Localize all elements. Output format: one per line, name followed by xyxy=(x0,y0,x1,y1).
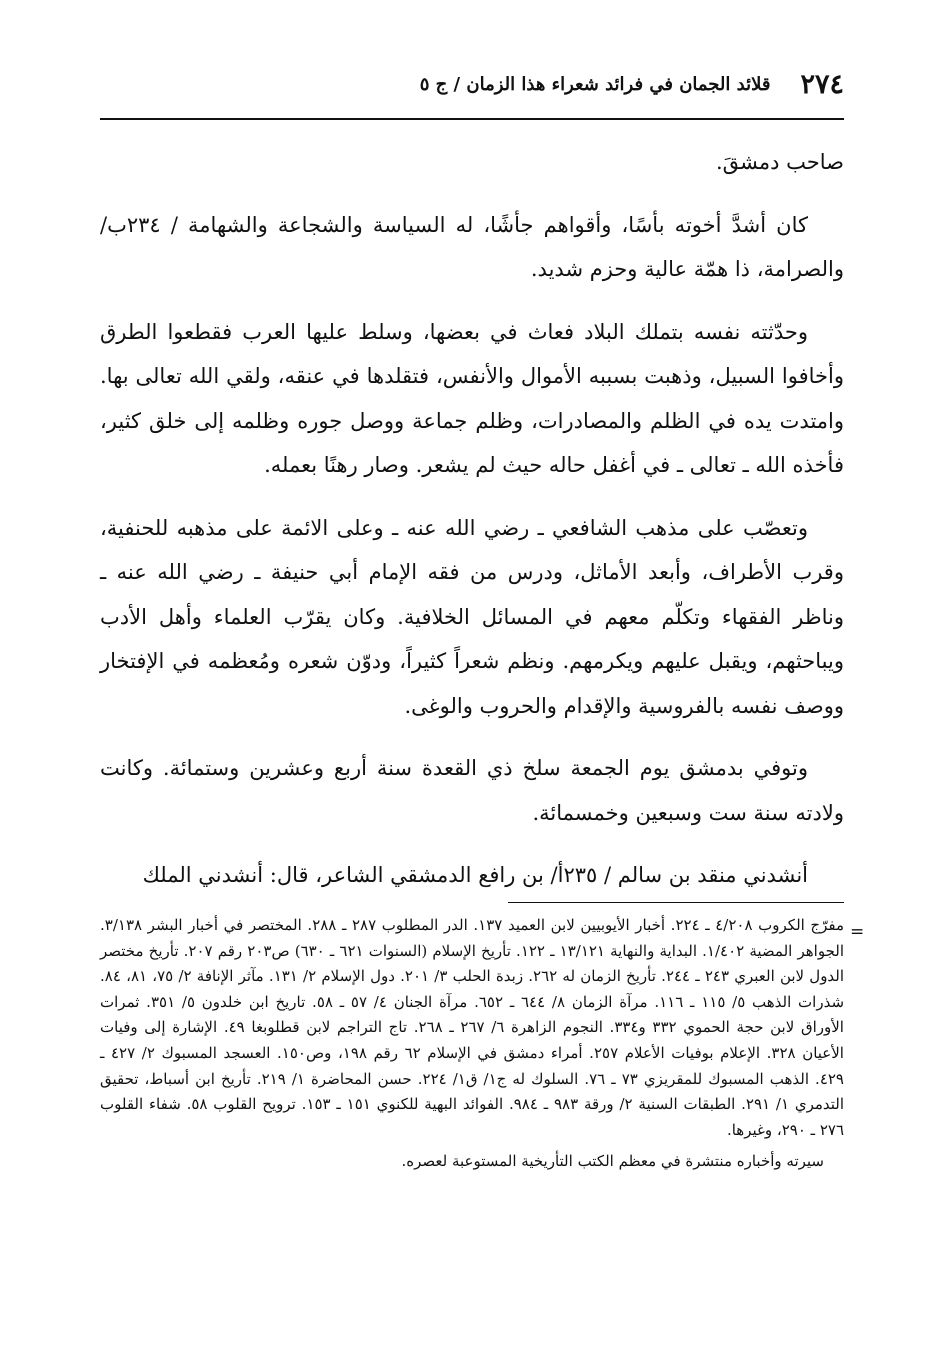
paragraph: وحدّثته نفسه بتملك البلاد فعاث في بعضها، وسلط عليها العرب فقطعوا الطرق وأخافوا السبيل، وذهبت بسببه الأموال والأنفس، فتقلدها في عنقه، ولقي الله تعالى بها. وامتدت يده في الظلم والمصادرات، وظلم جماعة ووصل جوره وظلمه إلى خلق كثير، فأخذه الله ـ تعالى ـ في أغفل حاله حيث لم يشعر. وصار رهنًا بعمله. xyxy=(100,319,844,477)
header-rule xyxy=(100,118,844,120)
page-header xyxy=(100,62,844,106)
page-number: ٢٧٤ xyxy=(800,68,844,100)
paragraph: وتعصّب على مذهب الشافعي ـ رضي الله عنه ـ وعلى الائمة على مذهبه للحنفية، وقرب الأطراف، وأبعد الأماثل، ودرس من فقه الإمام أبي حنيفة ـ رضي الله عنه ـ وناظر الفقهاء وتكلّم معهم في المسائل الخلافية. وكان يقرّب العلماء وأهل الأدب ويباحثهم، ويقبل عليهم ويكرمهم. ونظم شعراً كثيراً، ودوّن شعره ومُعظمه في الإفتخار ووصف نفسه بالفروسية والإقدام والحروب والوغى. xyxy=(100,515,844,718)
main-text xyxy=(100,140,844,916)
paragraph: صاحب دمشقَ. xyxy=(715,150,844,174)
paragraph: كان أشدَّ أخوته بأسًا، وأقواهم جأشًا، له السياسة والشجاعة والشهامة / ٢٣٤ب/ والصرامة، ذا همّة عالية وحزم شديد. xyxy=(100,212,844,281)
footnote-separator xyxy=(508,902,844,903)
footnotes xyxy=(100,913,844,1175)
footnote-note: سيرته وأخباره منتشرة في معظم الكتب التأريخية المستوعبة لعصره. xyxy=(401,1152,824,1171)
footnote-references: مفرّج الكروب ٤/٢٠٨ ـ ٢٢٤. أخبار الأيوبيين لابن العميد ١٣٧. الدر المطلوب ٢٨٧ ـ ٢٨٨. المختصر في أخبار البشر ٣/١٣٨. الجواهر المضية ١/٤٠٢. البداية والنهاية ١٣/١٢١ ـ ١٢٢. تأريخ الإسلام (السنوات ٦٢١ ـ ٦٣٠) ص٢٠٣ رقم ٢٠٧. تأريخ مختصر الدول لابن العبري ٢٤٣ ـ ٢٤٤. تأريخ الزمان له ٢٦٢. زبدة الحلب ٣/ ٢٠١. دول الإسلام ٢/ ١٣١. مآثر الإنافة ٢/ ٧٥، ٨١، ٨٤. شذرات الذهب ٥/ ١١٥ ـ ١١٦. مرآة الزمان ٨/ ٦٤٤ ـ ٦٥٢. مرآة الجنان ٤/ ٥٧ ـ ٥٨. تاريخ ابن خلدون ٥/ ٣٥١. ثمرات الأوراق لابن حجة الحموي ٣٣٢ و٣٣٤. النجوم الزاهرة ٦/ ٢٦٧ ـ ٢٦٨. تاج التراجم لابن قطلوبغا ٤٩. الإشارة إلى وفيات الأعيان ٣٢٨. الإعلام بوفيات الأعلام ٢٥٧. أمراء دمشق في الإسلام ٦٢ رقم ١٩٨، وص١٥٠. العسجد المسبوك ٢/ ٤٢٧ ـ ٤٢٩. الذهب المسبوك للمقريزي ٧٣ ـ ٧٦. السلوك له ج١/ ق١/ ٢٢٤. حسن المحاضرة ١/ ٢١٩. تأريخ ابن أسباط، تحقيق التدمري ١/ ٢٩١. الطبقات السنية ٢/ ورقة ٩٨٣ ـ ٩٨٤. الفوائد البهية للكنوي ١٥١ ـ ١٥٣. ترويح القلوب ٥٨. شفاء القلوب ٢٧٦ ـ ٢٩٠، وغيرها. xyxy=(100,916,845,1139)
running-title: قلائد الجمان في فرائد شعراء هذا الزمان / ج ٥ xyxy=(419,73,771,95)
paragraph: وتوفي بدمشق يوم الجمعة سلخ ذي القعدة سنة أربع وعشرين وستمائة. وكانت ولادته سنة ست وسبعين وخمسمائة. xyxy=(100,756,844,825)
paragraph: أنشدني منقد بن سالم / ٢٣٥أ/ بن رافع الدمشقي الشاعر، قال: أنشدني الملك xyxy=(142,863,808,887)
footnote-marker: = xyxy=(850,922,865,942)
